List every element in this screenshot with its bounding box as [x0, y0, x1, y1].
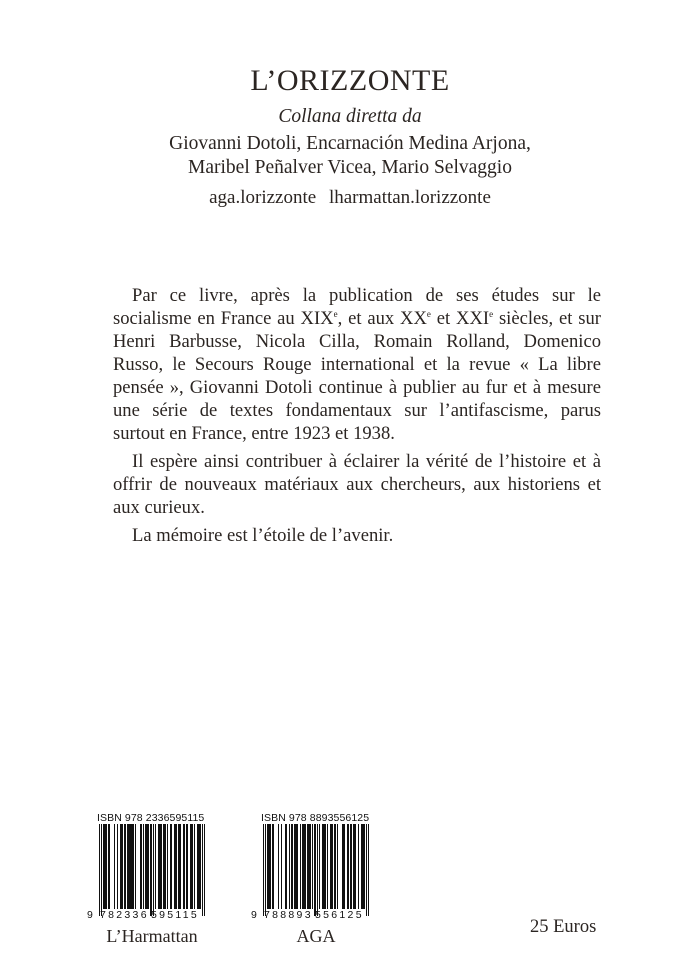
barcode-bar: [314, 824, 315, 916]
back-cover-blurb: [113, 284, 601, 552]
blurb-paragraph-2: Il espère ainsi contribuer à éclairer la vérité de l’histoire et à offrir de nouveaux matériaux aux chercheurs, aux historiens et aux curieux.: [113, 451, 601, 518]
barcode-bars: [99, 824, 205, 909]
superscript: e: [426, 309, 431, 319]
barcode-bar: [265, 824, 266, 916]
barcode-bar: [140, 824, 141, 909]
barcode-bar: [351, 824, 352, 909]
barcode-bar: [273, 824, 274, 909]
series-editors-line-1: Giovanni Dotoli, Encarnación Medina Arjona,: [169, 133, 531, 154]
barcode-bar: [366, 824, 367, 916]
barcode-bar: [125, 824, 126, 909]
barcode-bar: [289, 824, 290, 909]
barcode-bar: [132, 824, 133, 909]
barcode-bar: [363, 824, 364, 909]
barcode-bar: [153, 824, 154, 916]
barcode-bar: [292, 824, 293, 909]
barcode-bar: [270, 824, 271, 909]
publisher-name: L’Harmattan: [106, 926, 198, 946]
barcode-bar: [337, 824, 338, 909]
barcode-bar: [300, 824, 301, 909]
barcode-bar: [327, 824, 328, 909]
barcode-group-1: 782336: [100, 909, 149, 921]
barcode-bar: [150, 824, 151, 916]
superscript: e: [489, 309, 494, 319]
isbn-label: ISBN 978 8893556125: [261, 812, 370, 824]
barcode-bar: [148, 824, 149, 909]
series-link-harmattan: lharmattan.lorizzonte: [328, 187, 491, 208]
barcode-bar: [332, 824, 333, 909]
barcode-bar: [176, 824, 177, 909]
barcode-bar: [285, 824, 286, 909]
barcode-bar: [101, 824, 102, 916]
barcode-bar: [192, 824, 193, 909]
barcode-bar: [354, 824, 355, 909]
barcode-bar: [368, 824, 369, 916]
barcode-bar: [199, 824, 200, 909]
barcode-aga: [251, 812, 373, 947]
blurb-text: , et aux XX: [337, 308, 427, 329]
barcode-bar: [358, 824, 359, 909]
barcode-bar: [310, 824, 311, 909]
series-editors-line-2: Maribel Peñalver Vicea, Mario Selvaggio: [188, 157, 512, 178]
blurb-text: siècles, et sur Henri Barbusse, Nicola Cilla, Romain Rolland, Domenico Russo, le Secours Rouge international et la revue « La libre pensée », Giovanni Dotoli continue à publier au fur et à mesure une série de textes fondamentaux sur l’antifascisme, parus surtout en France, entre 1923 et 1938.: [113, 308, 601, 444]
barcode-bar: [109, 824, 110, 909]
blurb-text: et XXI: [430, 308, 490, 329]
barcode-bar: [281, 824, 282, 909]
barcode-bar: [278, 824, 279, 909]
blurb-text: Par ce livre, après la publication de ses études sur le socialisme en France au XIX: [113, 285, 601, 329]
publisher-name: AGA: [296, 926, 336, 946]
blurb-paragraph-3: La mémoire est l’étoile de l’avenir.: [132, 525, 394, 546]
barcode-harmattan: [87, 812, 209, 947]
barcode-digits: [87, 909, 209, 921]
blurb-paragraph-1: [113, 284, 601, 445]
barcode-bar: [324, 824, 325, 909]
barcode-bar: [312, 824, 313, 909]
series-title: L’ORIZZONTE: [250, 64, 450, 97]
barcode-bar: [202, 824, 203, 916]
barcode-lead-digit: 9: [251, 909, 260, 921]
barcode-bar: [121, 824, 122, 909]
barcode-bar: [135, 824, 136, 909]
barcode-bar: [167, 824, 168, 909]
barcode-bar: [187, 824, 188, 909]
barcode-bar: [319, 824, 320, 909]
barcode-bar: [184, 824, 185, 909]
barcode-digits: [251, 909, 373, 921]
barcode-bar: [130, 824, 131, 909]
series-subtitle: Collana diretta da: [278, 106, 422, 127]
barcode-bar: [296, 824, 297, 909]
barcode-group-2: 595115: [151, 909, 200, 921]
isbn-label: ISBN 978 2336595115: [97, 812, 205, 824]
barcode-group-1: 788893: [264, 909, 313, 921]
barcode-bars: [263, 824, 369, 909]
series-links: [0, 187, 700, 209]
barcode-bar: [143, 824, 144, 909]
barcode-bar: [348, 824, 349, 909]
barcode-bar: [317, 824, 318, 916]
barcode-bar: [194, 824, 195, 909]
barcode-bar: [117, 824, 118, 909]
barcode-lead-digit: 9: [87, 909, 96, 921]
barcode-bar: [179, 824, 180, 909]
barcode-bar: [304, 824, 305, 909]
barcode-bar: [99, 824, 100, 916]
barcode-bar: [165, 824, 166, 909]
barcode-bar: [334, 824, 335, 909]
barcode-bar: [114, 824, 115, 909]
barcode-bar: [155, 824, 156, 909]
barcode-bar: [170, 824, 171, 909]
barcode-bar: [204, 824, 205, 916]
price: 25 Euros: [530, 917, 597, 937]
barcode-bar: [343, 824, 344, 909]
superscript: e: [333, 309, 338, 319]
series-link-aga: aga.lorizzonte: [209, 187, 317, 208]
barcode-bar: [106, 824, 107, 909]
barcode-bar: [160, 824, 161, 909]
barcode-group-2: 556125: [315, 909, 364, 921]
barcode-bar: [263, 824, 264, 916]
